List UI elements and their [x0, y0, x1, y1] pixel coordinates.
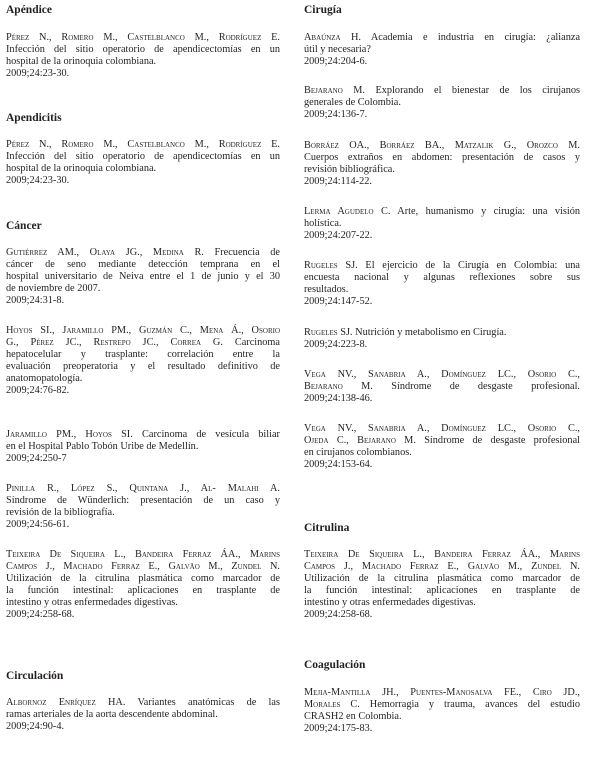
reference-entry [304, 32, 580, 68]
reference-line: 2009;24:138-46. [304, 393, 373, 405]
section-heading: Coagulación [304, 659, 366, 671]
reference-line: Bejarano M. Explorando el bienestar de los cirujanos [304, 85, 581, 96]
reference-entry [6, 139, 280, 187]
reference-line: 2009;24:147-52. [304, 296, 373, 308]
reference-line: Campos J., Machado Ferraz E., Galvão M., Zundel N. [304, 561, 580, 573]
reference-line: la función intestinal: aplicaciones en trasplante de [304, 585, 580, 597]
reference-entry [304, 687, 580, 735]
reference-line: 2009;24:258-68. [6, 609, 75, 621]
reference-line: anatomopatología. [6, 373, 83, 385]
reference-line: Cuerpos extraños en abdomen: presentación de casos y [304, 152, 580, 164]
reference-line: 2009;24:250-7 [6, 453, 67, 465]
reference-line: Jaramillo PM., Hoyos SI. Carcinoma de vesícula biliar [6, 429, 280, 440]
reference-line: generales de Colombia. [304, 97, 401, 109]
reference-entry [6, 697, 280, 733]
reference-line: intestino y otras enfermedades digestivas. [304, 597, 476, 609]
reference-line: Gutiérrez AM., Olaya JG., Medina R. Frecuencia de [6, 247, 280, 258]
reference-line: Borráez OA., Borráez BA., Matzalik G., Orozco M. [304, 140, 580, 151]
reference-line: Infección del sitio operatorio de apendicectomías en un [6, 44, 280, 56]
reference-entry [6, 325, 280, 397]
reference-entry [304, 260, 580, 308]
reference-line: 2009;24:175-83. [304, 723, 373, 735]
reference-line: Campos J., Machado Ferraz E., Galvão M., Zundel N. [6, 561, 280, 573]
reference-line: Albornoz Enríquez HA. Variantes anatómicas de las [6, 697, 280, 708]
reference-line: 2009;24:136-7. [304, 109, 368, 121]
reference-line: Infección del sitio operatorio de apendicectomías en un [6, 151, 280, 163]
reference-line: revisión de la bibliografía. [6, 507, 115, 519]
reference-line: encuesta nacional y algunas reflexiones sobre sus [304, 272, 580, 284]
reference-line: de noviembre de 2007. [6, 283, 101, 295]
reference-line: 2009;24:31-8. [6, 295, 65, 307]
reference-line: 2009;24:223-8. [304, 339, 368, 351]
reference-line: 2009;24:23-30. [6, 175, 70, 187]
reference-line: Bejarano M. Síndrome de desgaste profesional. [304, 381, 581, 393]
reference-line: G., Pérez JC., Restrepo JC., Correa G. Carcinoma [6, 337, 281, 349]
reference-entry [6, 32, 280, 80]
section-heading: Apéndice [6, 4, 52, 16]
reference-line: Síndrome de Wünderlich: presentación de un caso y [6, 495, 280, 507]
reference-line: evaluación preoperatoria y el resultado definitivo de [6, 361, 280, 373]
section-heading: Apendicitis [6, 112, 62, 124]
reference-line: Pérez N., Romero M., Castelblanco M., Rodríguez E. [6, 32, 280, 43]
reference-entry [304, 327, 580, 351]
reference-line: Teixeira De Siqueira L., Bandeira Ferraz ÁA., Marins [304, 549, 580, 560]
reference-line: 2009;24:90-4. [6, 721, 65, 733]
reference-line: en cirujanos colombianos. [304, 447, 412, 459]
reference-line: 2009;24:153-64. [304, 459, 373, 471]
reference-entry [304, 206, 580, 242]
reference-line: holística. [304, 218, 342, 230]
reference-line: revisión bibliográfica. [304, 164, 395, 176]
reference-line: la función intestinal: aplicaciones en trasplante de [6, 585, 280, 597]
reference-entry [6, 247, 280, 307]
reference-line: en el Hospital Pablo Tobón Uribe de Medellín. [6, 441, 199, 453]
reference-line: 2009;24:258-68. [304, 609, 373, 621]
reference-line: Rugeles SJ. El ejercicio de la Cirugía en Colombia: una [304, 260, 580, 271]
reference-line: hepatocelular y trasplante: correlación entre la [6, 349, 280, 361]
reference-entry [304, 423, 580, 471]
reference-line: Utilización de la citrulina plasmática como marcador de [304, 573, 580, 585]
reference-entry [6, 483, 280, 531]
reference-entry [6, 549, 280, 621]
reference-line: intestino y otras enfermedades digestivas. [6, 597, 178, 609]
reference-line: Utilización de la citrulina plasmática como marcador de [6, 573, 280, 585]
reference-entry [304, 85, 580, 121]
section-heading: Circulación [6, 670, 64, 682]
reference-line: Vega NV., Sanabria A., Domínguez LC., Osorio C., [304, 369, 580, 380]
reference-line: Pérez N., Romero M., Castelblanco M., Rodríguez E. [6, 139, 280, 150]
reference-line: hospital de la orinoquia colombiana. [6, 163, 157, 175]
reference-line: 2009;24:207-22. [304, 230, 373, 242]
reference-line: Vega NV., Sanabria A., Domínguez LC., Osorio C., [304, 423, 580, 434]
reference-line: hospital de la orinoquia colombiana. [6, 56, 157, 68]
reference-line: Morales C. Hemorragia y trauma, avances del estudio [304, 699, 580, 711]
reference-line: cáncer de seno mediante detección temprana en el [6, 259, 280, 271]
reference-line: 2009;24:56-61. [6, 519, 70, 531]
reference-line: 2009;24:204-6. [304, 56, 368, 68]
reference-line: CRASH2 en Colombia. [304, 711, 402, 723]
reference-line: Ojeda C., Bejarano M. Síndrome de desgaste profesional [304, 435, 580, 447]
reference-line: Abaúnza H. Academia e industria en cirugía: ¿alianza [304, 32, 581, 43]
reference-entry [304, 549, 580, 621]
reference-entry [6, 429, 280, 465]
reference-line: hospital universitario de Neiva entre el 1 de junio y el 30 [6, 271, 280, 283]
section-heading: Cáncer [6, 220, 42, 232]
reference-line: Mejia-Mantilla JH., Puentes-Manosalva FE., Ciro JD., [304, 687, 580, 698]
reference-line: 2009;24:76-82. [6, 385, 70, 397]
reference-entry [304, 140, 580, 188]
section-heading: Citrulina [304, 522, 350, 534]
reference-line: útil y necesaria? [304, 44, 371, 56]
reference-line: ramas arteriales de la aorta descendente abdominal. [6, 709, 218, 721]
reference-line: 2009;24:114-22. [304, 176, 372, 188]
reference-line: Teixeira De Siqueira L., Bandeira Ferraz ÁA., Marins [6, 549, 280, 560]
reference-entry [304, 369, 580, 405]
reference-line: Pinilla R., López S., Quintana J., Al- Malahi A. [6, 483, 280, 494]
reference-line: Hoyos SI., Jaramillo PM., Guzmán C., Mena Á., Osorio [6, 325, 280, 336]
section-heading: Cirugía [304, 4, 342, 16]
reference-line: resultados. [304, 284, 349, 296]
reference-line: Rugeles SJ. Nutrición y metabolismo en Cirugía. [304, 327, 507, 338]
reference-line: 2009;24:23-30. [6, 68, 70, 80]
reference-line: Lerma Agudelo C. Arte, humanismo y cirugía: una visión [304, 206, 580, 217]
